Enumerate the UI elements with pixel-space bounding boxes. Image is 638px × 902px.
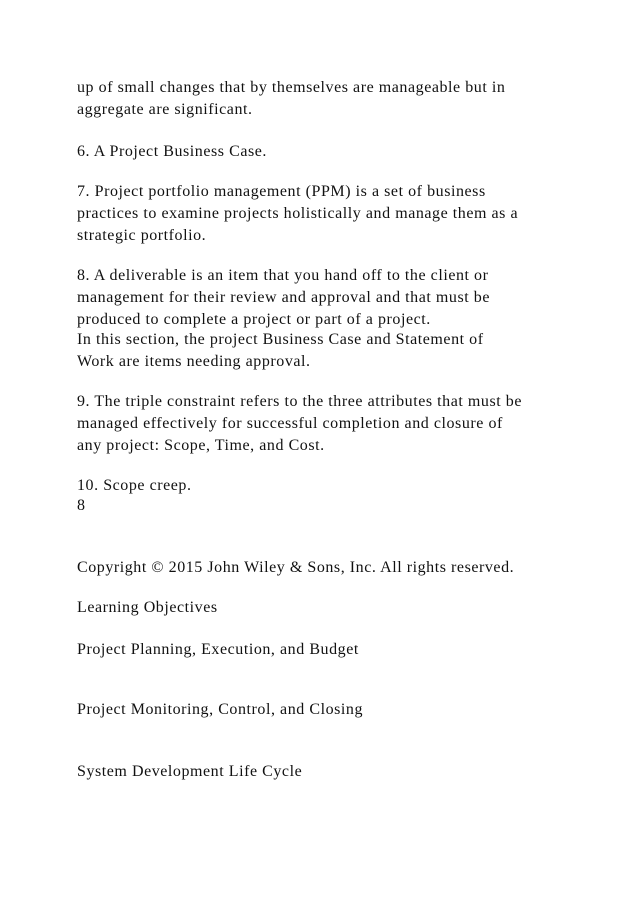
text-line: strategic portfolio. xyxy=(77,227,207,244)
text-line: any project: Scope, Time, and Cost. xyxy=(77,437,325,454)
text-line: aggregate are significant. xyxy=(77,101,253,118)
objective-item: Project Planning, Execution, and Budget xyxy=(77,641,359,658)
text-line: managed effectively for successful completion and closure of xyxy=(77,415,503,432)
text-line: management for their review and approval and that must be xyxy=(77,289,490,306)
objective-item: System Development Life Cycle xyxy=(77,763,303,780)
text-line: In this section, the project Business Case and Statement of xyxy=(77,331,484,348)
answer-8: 8. A deliverable is an item that you hand off to the client or xyxy=(77,267,489,284)
text-line: practices to examine projects holistically and manage them as a xyxy=(77,205,519,222)
answer-10: 10. Scope creep. xyxy=(77,477,192,494)
text-line: up of small changes that by themselves are manageable but in xyxy=(77,79,506,96)
text-line: produced to complete a project or part of a project. xyxy=(77,311,431,328)
text-line: Work are items needing approval. xyxy=(77,353,311,370)
answer-7: 7. Project portfolio management (PPM) is a set of business xyxy=(77,183,486,200)
answer-9: 9. The triple constraint refers to the three attributes that must be xyxy=(77,393,522,410)
objective-item: Project Monitoring, Control, and Closing xyxy=(77,701,363,718)
section-heading: Learning Objectives xyxy=(77,599,218,616)
answer-6: 6. A Project Business Case. xyxy=(77,143,267,160)
copyright-notice: Copyright © 2015 John Wiley & Sons, Inc. All rights reserved. xyxy=(77,559,515,576)
slide-number: 8 xyxy=(77,497,86,514)
